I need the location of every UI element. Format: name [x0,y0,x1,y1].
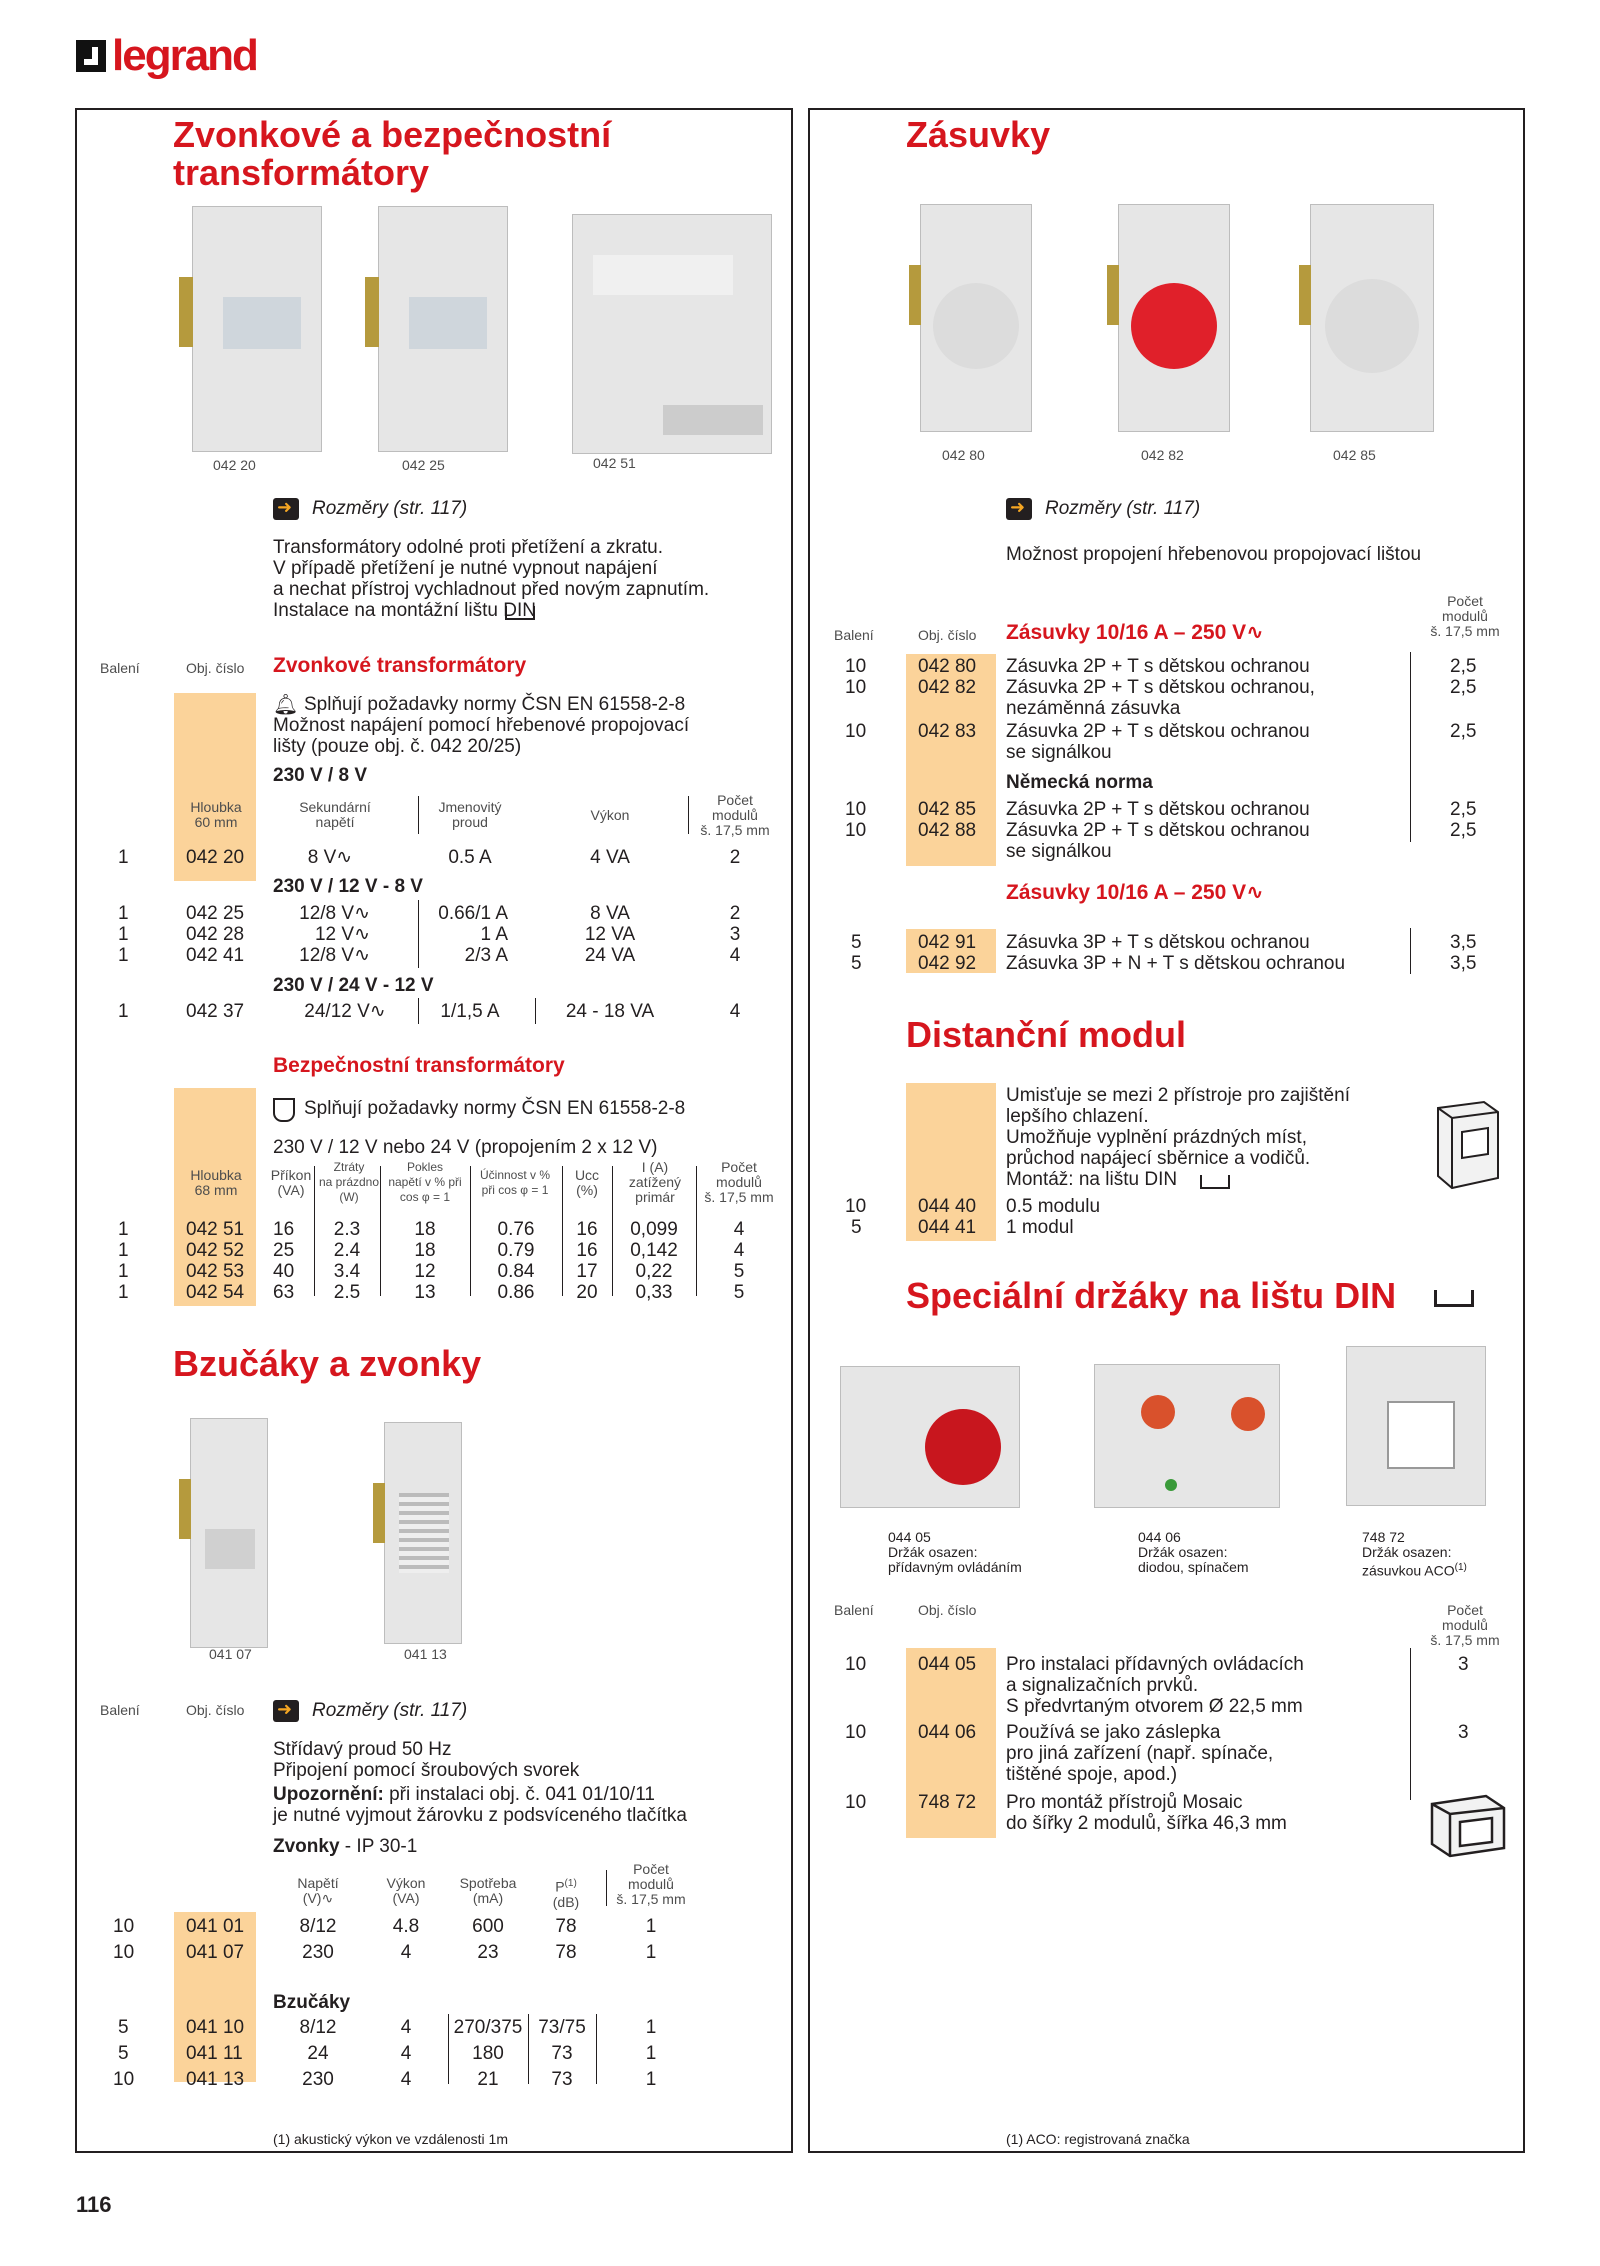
caption-code: 044 06 [1138,1529,1181,1545]
divider [418,796,419,834]
dist-text: průchod napájecí sběrnice a vodičů. [1006,1148,1311,1169]
caption-code: 044 05 [888,1529,931,1545]
col-vykon: Výkon [590,807,630,823]
col-hloubka: Hloubka 60 mm [190,799,242,830]
product-image-044-05 [840,1366,1020,1508]
col-proud: I (A) zatížený primár [628,1159,682,1205]
img-code: 042 20 [213,457,256,473]
header-obj: Obj. číslo [186,1702,245,1718]
bell-norm: Splňují požadavky normy ČSN EN 61558-2-8 [304,694,686,715]
product-image-042-25 [378,206,508,452]
divider [535,998,536,1024]
col-ucinnost: Účinnost v % při cos φ = 1 [479,1168,551,1197]
safety-norm: Splňují požadavky normy ČSN EN 61558-2-8 [304,1098,686,1119]
col-vykon: Výkon (VA) [386,1875,426,1906]
product-image-748-72 [1346,1346,1486,1506]
product-image-042-80 [920,204,1032,432]
col-sek: Sekundární napětí [299,799,371,830]
col-pokles: Pokles napětí v % při cos φ = 1 [388,1160,462,1204]
dist-text: lepšího chlazení. [1006,1106,1149,1127]
divider [688,796,689,834]
bell-note: Možnost napájení pomocí hřebenové propojovací [273,715,690,736]
col-pocet: Počet modulů š. 17,5 mm [700,792,770,838]
divider [1410,1648,1411,1800]
buzz-warning-2: je nutné vyjmout žárovku z podsvíceného tlačítka [273,1805,688,1826]
col-spotreba: Spotřeba (mA) [459,1875,517,1906]
header-baleni: Balení [100,1702,140,1718]
left-title-2: transformátory [173,152,430,193]
dimensions-arrow-icon [273,498,299,520]
bzucaky-header: Bzučáky [273,1992,351,2013]
intro-line: Transformátory odolné proti přetížení a zkratu. [273,537,664,558]
buzz-text: Připojení pomocí šroubových svorek [273,1760,580,1781]
img-code: 042 25 [402,457,445,473]
divider [1410,652,1411,842]
img-code: 042 85 [1333,447,1376,463]
caption-line: diodou, spínačem [1138,1559,1249,1575]
din-rail-icon [1200,1175,1230,1189]
dist-text: Umisťuje se mezi 2 přístroje pro zajištění [1006,1085,1350,1106]
col-jmen: Jmenovitý proud [438,799,502,830]
caption-line: Držák osazen: [1138,1544,1228,1560]
caption-line: Držák osazen: [1362,1544,1452,1560]
divider [418,900,419,968]
divider [596,2014,597,2084]
header-baleni: Balení [100,660,140,676]
col-pocet: Počet modulů š. 17,5 mm [1430,593,1500,639]
safety-sub: 230 V / 12 V nebo 24 V (propojením 2 x 12 V) [273,1137,658,1158]
left-title-1: Zvonkové a bezpečnostní [173,114,612,155]
divider [1410,928,1411,974]
dimensions-arrow-icon [1006,498,1032,520]
safety-title: Bezpečnostní transformátory [273,1054,565,1077]
col-hloubka: Hloubka 68 mm [190,1167,242,1198]
group-header: 230 V / 8 V [273,765,368,786]
img-code: 042 51 [593,455,636,471]
divider [418,998,419,1024]
sock-intro: Možnost propojení hřebenovou propojovací lištou [1006,544,1422,565]
din-rail-icon [1434,1290,1474,1307]
product-image-042-82 [1118,204,1230,432]
dist-text: Umožňuje vyplnění prázdných míst, [1006,1127,1307,1148]
product-image-044-06 [1094,1364,1280,1508]
col-prikon: Příkon (VA) [270,1167,312,1198]
header-obj: Obj. číslo [186,660,245,676]
img-code: 042 80 [942,447,985,463]
col-pocet: Počet modulů š. 17,5 mm [1430,1602,1500,1648]
header-obj: Obj. číslo [918,1602,977,1618]
divider [606,1870,607,1906]
header-baleni: Balení [834,627,874,643]
caption-line: přídavným ovládáním [888,1559,1022,1575]
right-footnote: (1) ACO: registrovaná značka [1006,2131,1190,2147]
product-image-041-13 [384,1422,462,1644]
header-obj: Obj. číslo [918,627,977,643]
col-ucc: Ucc (%) [574,1167,600,1198]
buzz-warning: Upozornění: při instalaci obj. č. 041 01/10/11 [273,1784,655,1805]
logo-mark-icon [76,40,106,72]
img-code: 041 07 [209,1646,252,1662]
product-image-042-51 [572,214,772,454]
product-image-042-85 [1310,204,1434,432]
bell-note: lišty (pouze obj. č. 042 20/25) [273,736,522,757]
img-code: 041 13 [404,1646,447,1662]
sock-title-2: Zásuvky 10/16 A – 250 V∿ [1006,881,1264,904]
col-nap: Napětí (V)∿ [297,1875,339,1906]
german-header: Německá norma [1006,772,1153,793]
legrand-logo [76,31,257,80]
sock-title-1: Zásuvky 10/16 A – 250 V∿ [1006,621,1264,644]
page-number: 116 [76,2192,112,2217]
buzz-text: Střídavý proud 50 Hz [273,1739,452,1760]
left-footnote: (1) akustický výkon ve vzdálenosti 1m [273,2131,508,2147]
group-header: 230 V / 24 V - 12 V [273,975,434,996]
group-header: 230 V / 12 V - 8 V [273,876,423,897]
intro-line: Instalace na montážní lištu DIN [273,600,536,621]
din-rail-icon [505,606,535,620]
brand-name: legrand [112,31,257,80]
distance-module-image [1428,1098,1504,1194]
caption-line: Držák osazen: [888,1544,978,1560]
bell-icon: 🔔︎ [273,694,299,716]
zvonky-header: Zvonky - IP 30-1 [273,1836,418,1857]
dist-text: Montáž: na lištu DIN [1006,1169,1178,1190]
col-pocet: Počet modulů š. 17,5 mm [704,1159,774,1205]
caption-line: zásuvkou ACO$^{(1)}$ [1362,1562,1467,1579]
col-ztraty: Ztráty na prázdno (W) [318,1160,380,1204]
col-p: $P^{(1)}$ (dB) [552,1878,580,1910]
dims-ref[interactable]: Rozměry (str. 117) [312,498,468,519]
header-baleni: Balení [834,1602,874,1618]
dimensions-arrow-icon [273,1700,299,1722]
dims-ref[interactable]: Rozměry (str. 117) [312,1700,468,1721]
spec-title: Speciální držáky na lištu DIN [906,1275,1397,1316]
right-title: Zásuvky [906,114,1051,155]
product-image-042-20 [192,206,322,452]
buzz-title: Bzučáky a zvonky [173,1343,482,1384]
img-code: 042 82 [1141,447,1184,463]
dist-title: Distanční modul [906,1014,1187,1055]
bell-title: Zvonkové transformátory [273,654,527,677]
col-pocet: Počet modulů š. 17,5 mm [616,1861,686,1907]
caption-code: 748 72 [1362,1529,1405,1545]
intro-line: V případě přetížení je nutné vypnout napájení [273,558,658,579]
intro-line: a nechat přístroj vychladnout před novým zapnutím. [273,579,710,600]
dims-ref[interactable]: Rozměry (str. 117) [1045,498,1201,519]
mosaic-holder-image [1424,1786,1510,1862]
product-image-041-07 [190,1418,268,1648]
safety-shield-icon [273,1098,295,1122]
